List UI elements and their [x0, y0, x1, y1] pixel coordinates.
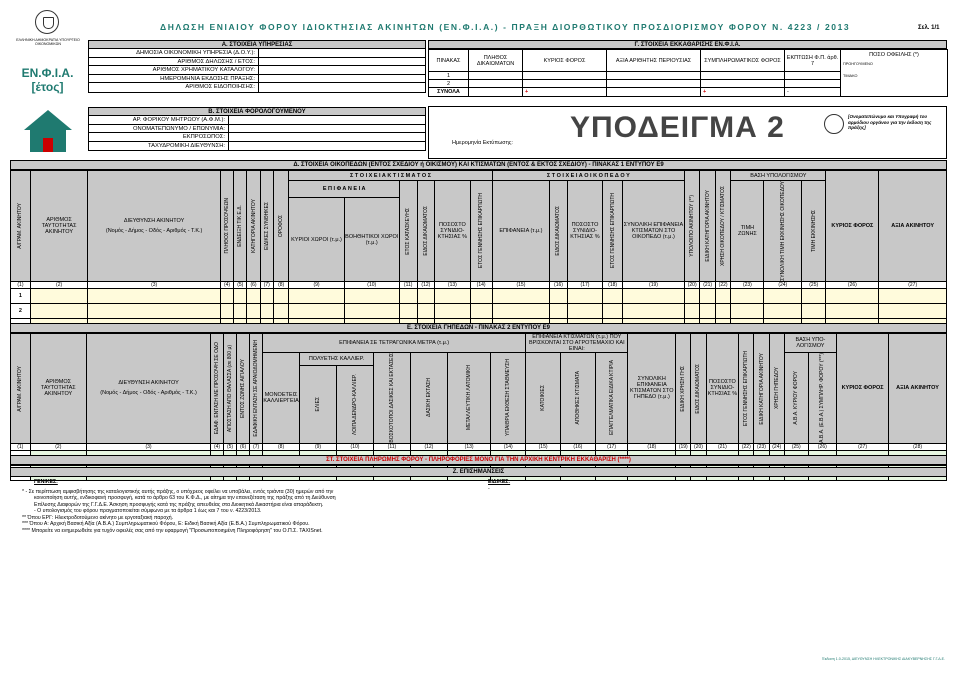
section-g [428, 40, 947, 97]
col-header: ΠΟΣΟ ΟΦΕΙΛΗΣ (*) [869, 52, 919, 58]
table-cell[interactable] [273, 288, 288, 303]
footer-version: Έκδοση 1.0-2015, ΔΙΕΥΘΥΝΣΗ ΗΛΕΚΤΡΟΝΙΚΗΣ ΔΙΑΚΥΒΕΡΝΗΣΗΣ Γ.Γ.Δ.Ε. [821, 657, 945, 661]
col-header: ΣΥΝΟΛΙΚΗ ΤΙΜΗ ΕΚΚΙΝΗΣΗΣ ΟΙΚΟΠΕΔΟΥ [779, 181, 786, 281]
col-header: ΒΟΣΚΟΤΟΠΟΙ ΔΑΣΙΚΕΣ ΚΑΙ ΕΚΤΑΣΕΙΣ [388, 353, 395, 443]
col-header: ΕΤΟΣ ΓΕΝΝΗΣΗΣ ΕΠΙΚΑΡΠΩΤΗ [478, 193, 485, 269]
col-header: ΕΙΔΙΚΕΣ ΣΥΝΘΗΚΕΣ [263, 201, 270, 250]
secB-value[interactable] [229, 116, 425, 124]
cell[interactable] [469, 80, 523, 88]
column-number: (24) [764, 281, 802, 288]
signature-note: [Ονοματεπώνυμο και Υπογραφή του αρμόδιου οργάνου για την έκδοση της πράξης] [848, 114, 932, 130]
column-number: (8) [273, 281, 288, 288]
column-number: (4) [210, 443, 223, 450]
note-line: Επίλυσης Διαφορών της Γ.Γ.Δ.Ε. Άσκηση προσφυγής κατά της πράξης απευθείας στα Διοικητικά Δικαστήρια είναι απαράδεκτη. [34, 501, 324, 508]
secA-row: ΑΡΙΘΜΟΣ ΕΙΔΟΠΟΙΗΣΗΣ: [89, 83, 259, 92]
col-header: ΑΞΙΑ ΑΚΙΝΗΤΟΥ [889, 334, 947, 444]
document-title: ΔΗΛΩΣΗ ΕΝΙΑΙΟΥ ΦΟΡΟΥ ΙΔΙΟΚΤΗΣΙΑΣ ΑΚΙΝΗΤΩΝ (ΕΝ.Φ.Ι.Α.) - ΠΡΑΞΗ ΔΙΟΡΘΩΤΙΚΟΥ ΠΡΟΣΔΙΟΡΙΣΜΟΥ ΦΟΡΟΥ Ν. 4223 / 2013 [160, 22, 851, 32]
address-header [87, 334, 211, 444]
table-cell[interactable] [715, 288, 730, 303]
col-header: ΥΠΟΛΟΙΠΟ ΑΚΙΝΗΤΟΥ (**) [689, 195, 696, 257]
secA-row: ΑΡΙΘΜΟΣ ΔΗΛΩΣΗΣ / ΕΤΟΣ: [89, 58, 259, 66]
column-number: (16) [550, 281, 568, 288]
column-number: (14) [470, 281, 492, 288]
table-cell[interactable] [30, 288, 87, 303]
table-cell[interactable] [700, 303, 715, 318]
buildings-header: ΕΠΙΦΑΝΕΙΑ ΚΤΙΣΜΑΤΩΝ (τ.μ.) ΠΟΥ ΒΡΙΣΚΟΝΤΑΙ ΣΤΟ ΑΓΡΟΤΕΜΑΧΙΟ ΚΑΙ ΕΙΝΑΙ: [526, 334, 628, 353]
column-number: (26) [826, 281, 879, 288]
column-number: (20) [691, 443, 706, 450]
perennial-header: ΠΟΛΥΕΤΗΣ ΚΑΛΛΙΕΡ. [300, 353, 374, 366]
cell[interactable] [523, 80, 607, 88]
table-cell[interactable] [684, 288, 699, 303]
column-number: (2) [30, 281, 87, 288]
table-cell[interactable] [470, 288, 492, 303]
section-e-title: Ε. ΣΤΟΙΧΕΙΑ ΓΗΠΕΔΩΝ - ΠΙΝΑΚΑΣ 2 ΕΝΤΥΠΟΥ Ε9 [10, 323, 947, 333]
col-header: ΕΙΔΙΚΗ ΚΑΤΗΓΟΡΙΑ ΑΚΙΝΗΤΟΥ [704, 190, 711, 262]
secA-row: ΗΜΕΡΟΜΗΝΙΑ ΕΚΔΟΣΗΣ ΠΡΑΞΗΣ: [89, 75, 259, 83]
secA-value[interactable] [259, 58, 425, 66]
column-number: (4) [220, 281, 233, 288]
house-icon [22, 108, 74, 154]
secB-value[interactable] [229, 142, 425, 151]
col-header: ΕΔΑΦΙΚΗ ΕΝΤΑΣΗ ΣΕ ΑΡΑΙΟΔΟΜΗΜΕΝΗ [253, 340, 260, 437]
col-header: ΤΙΜΗ ΖΩΝΗΣ [731, 181, 764, 282]
column-number: (13) [447, 443, 490, 450]
table-cell[interactable] [470, 303, 492, 318]
col-header: Α.Β.Α. (Ε.Β.Α.) ΣΥΜΠΛΗΡ. ΦΟΡΟΥ (***) [819, 353, 826, 443]
table-cell[interactable] [603, 288, 623, 303]
col-header: ΕΤΟΣ ΓΕΝΝΗΣΗΣ ΕΠΙΚΑΡΠΩΤΗ [609, 193, 616, 269]
column-number: (5) [234, 281, 247, 288]
column-number: (17) [567, 281, 602, 288]
col-header: ΚΥΡΙΟΙ ΧΩΡΟΙ (τ.μ.) [289, 198, 344, 281]
enfia-year: [έτος] [31, 80, 64, 94]
column-number: (2) [30, 443, 87, 450]
table-cell[interactable] [550, 303, 568, 318]
table-cell[interactable] [30, 303, 87, 318]
cell[interactable] [469, 72, 523, 80]
section-a [88, 40, 426, 93]
table-cell[interactable] [247, 288, 260, 303]
col-header: ΕΙΔΟΣ ΔΙΚΑΙΩΜΑΤΟΣ [695, 363, 702, 414]
plots-table [10, 170, 947, 349]
general-notes [22, 479, 482, 534]
previous-label: ΠΡΟΗΓΟΥΜΕΝΟ [843, 62, 873, 66]
cell[interactable] [523, 72, 607, 80]
special-notes-value: - [488, 485, 490, 492]
total-tax-cell [523, 88, 607, 97]
table-cell[interactable] [88, 303, 221, 318]
table-cell[interactable] [826, 288, 879, 303]
table-cell[interactable] [289, 303, 344, 318]
col-header: ΠΟΣΟΣΤΟ ΣΥΝΙΔΙΟ-ΚΤΗΣΙΑΣ % [567, 181, 602, 282]
col-header: ΜΟΝΟΕΤΕΙΣ ΚΑΛΛΙΕΡΓΕΙΑ [263, 353, 300, 444]
table-cell[interactable] [567, 303, 602, 318]
column-number: (19) [676, 443, 691, 450]
table-cell[interactable] [234, 303, 247, 318]
column-number: (27) [836, 443, 888, 450]
table-cell[interactable] [802, 303, 826, 318]
secB-value[interactable] [229, 133, 425, 141]
col-header: ΑΡΙΘΜΟΣ ΤΑΥΤΟΤΗΤΑΣ ΑΚΙΝΗΤΟΥ [30, 171, 87, 282]
table-cell[interactable] [492, 303, 549, 318]
table-cell[interactable] [417, 303, 435, 318]
plus-sign: + [703, 89, 707, 95]
row-number: 2 [11, 303, 31, 318]
table-cell[interactable] [700, 288, 715, 303]
watermark: ΥΠΟΔΕΙΓΜΑ 2 [570, 111, 785, 144]
table-cell[interactable] [731, 303, 764, 318]
col-header: ΧΡΗΣΗ ΓΗΠΕΔΟΥ [773, 367, 780, 410]
col-header: ΕΙΔΟΣ ΔΙΚΑΙΩΜΑΤΟΣ [422, 206, 429, 256]
col-header: ΤΙΜΗ ΕΚΚΙΝΗΣΗΣ [810, 209, 817, 252]
table-cell[interactable] [399, 288, 417, 303]
table-cell[interactable] [764, 288, 802, 303]
table-cell[interactable] [550, 288, 568, 303]
column-number: (10) [337, 443, 374, 450]
col-header: ΠΟΣΟΣΤΟ ΣΥΝΙΔΙΟ-ΚΤΗΣΙΑΣ % [706, 334, 739, 444]
column-number: (12) [417, 281, 435, 288]
basis-header: ΒΑΣΗ ΥΠΟΛΟΓΙΣΜΟΥ [731, 171, 826, 181]
col-header: ΠΛΗΘΟΣ ΠΡΟΣΟΨΕΩΝ [224, 198, 231, 254]
col-header: ΣΥΝΟΛΙΚΗ ΕΠΙΦΑΝΕΙΑ ΚΤΙΣΜΑΤΩΝ ΣΤΟ ΟΙΚΟΠΕΔΟ (τ.μ.) [623, 181, 685, 282]
cell[interactable] [701, 80, 785, 88]
column-number: (27) [879, 281, 947, 288]
col-header: Α/ΓΡΑΜ. ΑΚΙΝΗΤΟΥ [17, 365, 24, 412]
column-number: (26) [808, 443, 836, 450]
section-b-title: Β. ΣΤΟΙΧΕΙΑ ΦΟΡΟΛΟΓΟΥΜΕΝΟΥ [88, 107, 426, 116]
note-line: *** Όπου Α: Αρχική Βασική Αξία (Α.Β.Α.) Συμπληρωματικού Φόρου, Ε: Ειδική Βασική Αξία (Ε.Β.Α.) Συμπληρωματικού Φόρου. [22, 521, 310, 527]
note-line: - Ο υπολογισμός του φόρου πραγματοποιείται σύμφωνα με τα άρθρα 1 έως και 7 του ν. 4223/2013. [34, 508, 262, 514]
column-number: (16) [560, 443, 595, 450]
special-notes [488, 479, 510, 492]
col-header: ΑΞΙΑ ΑΡΙΘΗΤΗΣ ΠΕΡΙΟΥΣΙΑΣ [607, 50, 701, 72]
column-number: (6) [237, 443, 250, 450]
note-line: κοινοποίηση αυτής, ενδικοφανή προσφυγή, κατά το άρθρο 63 του Κ.Φ.Δ., με αίτημα την επανεξέταση της πράξης από τη Διεύθυνση [34, 495, 336, 501]
col-header: ΕΝΔΕΙΞΗ ΤΙΚ Ε.Δ. [237, 205, 244, 247]
secB-row: ΑΡ. ΦΟΡΙΚΟΥ ΜΗΤΡΩΟΥ (Α.Φ.Μ.): [89, 116, 229, 124]
col-header: ΕΙΔΟΣ ΔΙΚΑΙΩΜΑΤΟΣ [555, 206, 562, 256]
section-st-title: ΣΤ. ΣΤΟΙΧΕΙΑ ΠΛΗΡΩΜΗΣ ΦΟΡΟΥ - ΠΛΗΡΟΦΟΡΙΕΣ ΜΟΝΟ ΓΙΑ ΤΗΝ ΑΡΧΙΚΗ ΚΕΝΤΡΙΚΗ ΕΚΚΑΘΑΡΙΣΗ (****) [10, 455, 947, 465]
col-header: ΕΙΔΙΚΗ ΚΑΤΗΓΟΡΙΑ ΑΚΙΝΗΤΟΥ [758, 352, 765, 425]
col-header: ΔΑΣΙΚΗ ΕΚΤΑΣΗ [425, 378, 432, 418]
col-header: ΜΕΤΑΛΛΕΥΤΙΚΗ ΛΑΤΟΜΙΚΗ [466, 365, 473, 431]
table-cell[interactable] [684, 303, 699, 318]
col-header: ΑΠΟΘΗΚΕΣ ΚΤΙΣΜΑΤΑ [574, 371, 581, 425]
col-header: ΠΛΗΘΟΣ ΔΙΚΑΙΩΜΑΤΩΝ [469, 50, 523, 72]
greek-emblem-icon [35, 10, 59, 34]
col-header: ΕΠΙΦΑΝΕΙΑ (τ.μ.) [492, 181, 549, 282]
column-number: (9) [300, 443, 337, 450]
minus-sign: - [787, 89, 789, 95]
col-header: ΛΟΙΠΑ ΔΕΝΔΡΟ-ΚΑΛΛΙΕΡ. [351, 373, 358, 435]
table-cell[interactable] [344, 303, 399, 318]
column-number: (18) [628, 443, 676, 450]
col-header: ΕΠΑΓΓΕΛΜΑΤΙΚΑ ΕΙΔΙΚΑ ΚΤΙΡΙΑ [608, 360, 615, 436]
note-line: ** Όπου ΕΡΓ: Ηλεκτροδοτούμενο ακίνητο με εργοταξιακή παροχή. [22, 514, 174, 521]
row-label: 1 [429, 72, 469, 80]
column-number: (11) [399, 281, 417, 288]
area-header: ΕΠΙΦΑΝΕΙΑ ΣΕ ΤΕΤΡΑΓΩΝΙΚΑ ΜΕΤΡΑ (τ.μ.) [263, 334, 526, 353]
column-number: (15) [526, 443, 561, 450]
section-g-title: Γ. ΣΤΟΙΧΕΙΑ ΕΚΚΑΘΑΡΙΣΗΣ ΕΝ.Φ.Ι.Α. [428, 40, 947, 49]
table-cell[interactable] [764, 303, 802, 318]
amount-due-cell [841, 50, 948, 97]
row-number: 1 [11, 288, 31, 303]
secA-row: ΔΗΜΟΣΙΑ ΟΙΚΟΝΟΜΙΚΗ ΥΠΗΡΕΣΙΑ (Δ.Ο.Υ.): [89, 49, 259, 57]
building-header: Σ Τ Ο Ι Χ Ε Ι Α Κ Τ Ι Σ Μ Α Τ Ο Σ [289, 171, 492, 181]
col-header: ΚΥΡΙΟΣ ΦΟΡΟΣ [826, 171, 879, 282]
table-cell[interactable] [260, 288, 273, 303]
enfia-name: ΕΝ.Φ.Ι.Α. [21, 66, 74, 80]
col-header: ΚΑΤΟΙΚΙΕΣ [540, 385, 547, 411]
table-cell[interactable] [879, 288, 947, 303]
column-number: (7) [260, 281, 273, 288]
column-number: (12) [410, 443, 447, 450]
table-cell[interactable] [234, 288, 247, 303]
column-number: (11) [373, 443, 410, 450]
page-number: Σελ. 1/1 [918, 25, 940, 31]
column-number: (14) [491, 443, 526, 450]
special-notes-title: ΕΙΔΙΚΕΣ: [488, 479, 511, 485]
col-header: ΕΚΠΤΩΣΗ Φ.Π. άρθ. 7 [785, 50, 841, 72]
secA-value[interactable] [259, 75, 425, 83]
column-number: (25) [802, 281, 826, 288]
column-number: (7) [250, 443, 263, 450]
table-cell[interactable] [220, 288, 233, 303]
column-number: (22) [715, 281, 730, 288]
col-header: ΑΞΙΑ ΑΚΙΝΗΤΟΥ [879, 171, 947, 282]
ministry-label: ΕΛΛΗΝΙΚΗ ΔΗΜΟΚΡΑΤΙΑ ΥΠΟΥΡΓΕΙΟ ΟΙΚΟΝΟΜΙΚΩΝ [16, 38, 80, 46]
col-header: ΟΡΟΦΟΣ [278, 214, 285, 237]
col-header: ΥΠΑΙΘΡΙΑ ΕΚΘΕΣΗ ΣΤΑΘΜΕΥΣΗ [505, 359, 512, 437]
col-header: ΕΙΔΙΚΗ ΧΡΗΣΗ ΓΗΣ [680, 365, 687, 412]
fine-label: ΤΙΜΑΚΟ [843, 74, 858, 78]
note-line: **** Μπορείτε να ενημερωθείτε για τυχόν οφειλές σας από την εφαρμογή "Προσωποποιημένη Πληροφόρηση" του Ο.Π.Σ. TAXISnet. [22, 527, 323, 534]
secA-value[interactable] [259, 66, 425, 74]
note-line: * - Σε περίπτωση αμφισβήτησης της καταλογιστικής αυτής πράξης, ο υπόχρεος οφείλει να υποβάλει, εντός τριάντα (30) ημερών από την [22, 488, 334, 495]
col-header: ΕΤΟΣ ΓΕΝΝΗΣΗΣ ΕΠΙΚΑΡΠΩΤΗ [743, 350, 750, 426]
table-cell[interactable] [220, 303, 233, 318]
table-cell[interactable] [802, 288, 826, 303]
col-header: ΚΥΡΙΟΣ ΦΟΡΟΣ [523, 50, 607, 72]
enfia-label [10, 66, 85, 94]
col-header: ΚΥΡΙΟΣ ΦΟΡΟΣ [836, 334, 888, 444]
column-number: (13) [435, 281, 470, 288]
basis-header: ΒΑΣΗ ΥΠΟ-ΛΟΓΙΣΜΟΥ [784, 334, 836, 353]
column-number: (8) [263, 443, 300, 450]
column-number: (17) [595, 443, 628, 450]
col-subheader: (Νομός - Δήμος - Οδός - Αριθμός - Τ.Κ.) [100, 390, 197, 397]
column-number: (9) [289, 281, 344, 288]
table-cell[interactable] [435, 303, 470, 318]
col-header: ΕΝΤΟΣ ΖΩΝΗΣ ΑΙΓΙΑΛΟΥ [240, 358, 247, 418]
table-row [11, 288, 947, 303]
col-header: ΕΛΙΕΣ [315, 396, 322, 412]
table-row [11, 303, 947, 318]
col-header: ΕΔΑΦ. ΕΝΤΑΣΗ ΜΕ ΠΡΟΣΟΨΗ ΣΕ ΟΔΟ [214, 342, 220, 435]
cell [469, 88, 523, 97]
table-cell[interactable] [247, 303, 260, 318]
seal-icon [824, 114, 844, 134]
secB-row: ΤΑΧΥΔΡΟΜΙΚΗ ΔΙΕΥΘΥΝΣΗ: [89, 142, 229, 151]
table-cell[interactable] [289, 288, 344, 303]
liquidation-table [428, 49, 948, 97]
plot-header: Σ Τ Ο Ι Χ Ε Ι Α Ο Ι Κ Ο Π Ε Δ Ο Υ [492, 171, 684, 181]
col-header: ΑΡΙΘΜΟΣ ΤΑΥΤΟΤΗΤΑΣ ΑΚΙΝΗΤΟΥ [30, 334, 87, 444]
table-cell[interactable] [731, 288, 764, 303]
row-label: 2 [429, 80, 469, 88]
column-number: (28) [889, 443, 947, 450]
column-number: (24) [769, 443, 784, 450]
cell[interactable] [701, 72, 785, 80]
column-number: (21) [706, 443, 739, 450]
col-header: ΒΟΗΘΗΤΙΚΟΙ ΧΩΡΟΙ (τ.μ.) [344, 198, 399, 281]
table-cell[interactable] [260, 303, 273, 318]
col-header: ΔΙΕΥΘΥΝΣΗ ΑΚΙΝΗΤΟΥ [123, 217, 185, 224]
column-number: (1) [11, 443, 31, 450]
print-date-label: Ημερομηνία Εκτύπωσης: [452, 140, 513, 146]
column-number: (19) [623, 281, 685, 288]
table-cell[interactable] [623, 303, 685, 318]
secA-value[interactable] [259, 49, 425, 57]
secB-row: ΕΚΠΡΟΣΩΠΟΣ: [89, 133, 229, 141]
column-number: (5) [224, 443, 237, 450]
column-number: (3) [87, 443, 211, 450]
col-subheader: (Νομός - Δήμος - Οδός - Αριθμός - Τ.Κ.) [105, 227, 203, 234]
cell[interactable] [785, 80, 841, 88]
table-cell[interactable] [492, 288, 549, 303]
col-header: ΧΡΗΣΗ ΟΙΚΟΠΕΔΟΥ / ΚΤΙΣΜΑΤΟΣ [720, 185, 727, 266]
col-header: ΕΤΟΣ ΚΑΤΑΣΚΕΥΗΣ [405, 207, 412, 255]
section-d-title: Δ. ΣΤΟΙΧΕΙΑ ΟΙΚΟΠΕΔΩΝ (ΕΝΤΟΣ ΣΧΕΔΙΟΥ ή ΟΙΚΙΣΜΟΥ) ΚΑΙ ΚΤΙΣΜΑΤΩΝ (ΕΝΤΟΣ & ΕΚΤΟΣ ΣΧΕΔΙΟΥ) - ΠΙΝΑΚΑΣ 1 ΕΝΤΥΠΟΥ Ε9 [10, 160, 947, 170]
section-d [10, 160, 947, 349]
col-header: Α/ΓΡΑΜ. ΑΚΙΝΗΤΟΥ [17, 203, 24, 249]
column-number: (15) [492, 281, 549, 288]
column-number: (6) [247, 281, 260, 288]
table-cell[interactable] [715, 303, 730, 318]
table-cell[interactable] [826, 303, 879, 318]
general-notes-title: ΓΕΝΙΚΕΣ: [34, 479, 58, 485]
table-cell[interactable] [623, 288, 685, 303]
plus-sign: + [525, 89, 529, 95]
table-cell[interactable] [273, 303, 288, 318]
section-z-title: Ζ. ΕΠΙΣΗΜΑΝΣΕΙΣ [10, 467, 947, 477]
column-number: (18) [603, 281, 623, 288]
column-number: (1) [11, 281, 31, 288]
col-header: Α.Β.Α. ΚΥΡΙΟΥ ΦΟΡΟΥ [793, 371, 800, 425]
total-discount-cell [785, 88, 841, 97]
col-header: ΠΟΣΟΣΤΟ ΣΥΝΙΔΙΟ-ΚΤΗΣΙΑΣ % [435, 181, 470, 282]
section-b [88, 107, 426, 151]
cell[interactable] [607, 80, 701, 88]
col-header: ΔΙΕΥΘΥΝΣΗ ΑΚΙΝΗΤΟΥ [118, 380, 179, 387]
cell[interactable] [607, 72, 701, 80]
col-header: ΣΥΜΠΛΗΡΩΜΑΤΙΚΟΣ ΦΟΡΟΣ [701, 50, 785, 72]
column-number: (21) [700, 281, 715, 288]
total-supp-cell [701, 88, 785, 97]
table-cell[interactable] [603, 303, 623, 318]
col-header: ΠΙΝΑΚΑΣ [429, 50, 469, 72]
secB-row: ΟΝΟΜΑΤΕΠΩΝΥΜΟ / ΕΠΩΝΥΜΙΑ: [89, 125, 229, 133]
secA-value[interactable] [259, 83, 425, 92]
section-a-title: Α. ΣΤΟΙΧΕΙΑ ΥΠΗΡΕΣΙΑΣ [88, 40, 426, 49]
table-cell[interactable] [567, 288, 602, 303]
area-header: Ε Π Ι Φ Α Ν Ε Ι Α [289, 181, 399, 198]
table-cell[interactable] [88, 288, 221, 303]
table-cell[interactable] [879, 303, 947, 318]
cell [607, 88, 701, 97]
cell[interactable] [785, 72, 841, 80]
column-number: (20) [684, 281, 699, 288]
address-header [88, 171, 221, 282]
column-number: (10) [344, 281, 399, 288]
total-label: ΣΥΝΟΛΑ [429, 88, 469, 97]
secB-value[interactable] [229, 125, 425, 133]
column-number: (3) [88, 281, 221, 288]
col-header: ΣΥΝΟΛΙΚΗ ΕΠΙΦΑΝΕΙΑ ΚΤΙΣΜΑΤΩΝ ΣΤΟ ΓΗΠΕΔΟ (τ.μ.) [628, 334, 676, 444]
col-header: ΑΠΟΣΤΑΣΗ ΑΠΟ ΘΑΛΑΣΣΑ (σε 800 μ) [227, 344, 234, 432]
table-cell[interactable] [435, 288, 470, 303]
table-cell[interactable] [399, 303, 417, 318]
col-header: ΚΑΤΗΓΟΡΙΑ ΑΚΙΝΗΤΟΥ [250, 199, 257, 253]
secA-row: ΑΡΙΘΜΟΣ ΧΡΗΜΑΤΙΚΟΥ ΚΑΤΑΛΟΓΟΥ: [89, 66, 259, 74]
column-number: (22) [739, 443, 754, 450]
column-number: (25) [784, 443, 808, 450]
table-cell[interactable] [417, 288, 435, 303]
table-cell[interactable] [344, 288, 399, 303]
column-number: (23) [731, 281, 764, 288]
column-number: (23) [754, 443, 769, 450]
